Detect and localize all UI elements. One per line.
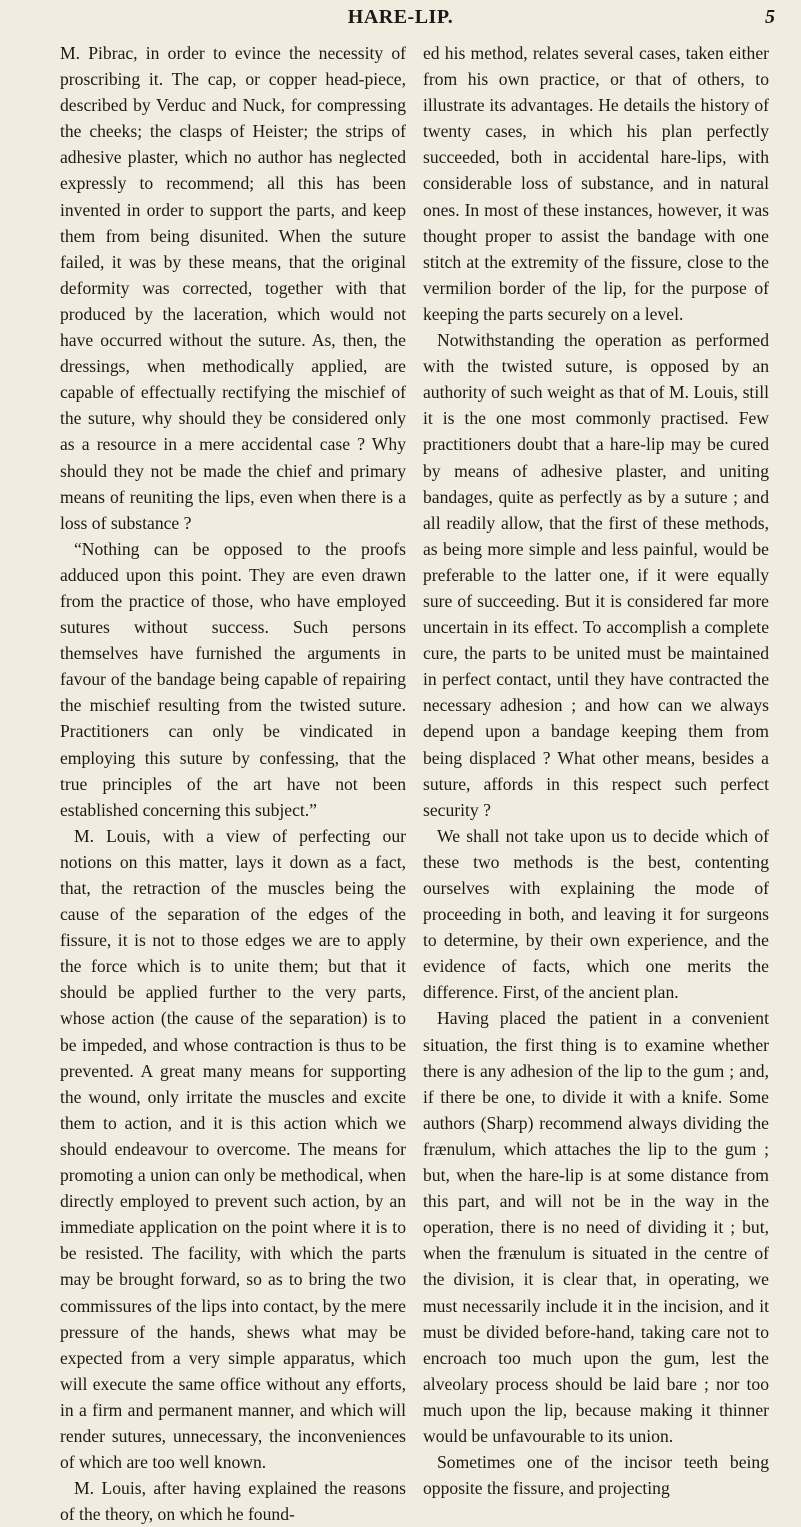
paragraph: M. Louis, after having explained the reasons of the theory, on which he found- (60, 1478, 406, 1525)
paragraph: “Nothing can be opposed to the proofs adduced upon this point. They are even drawn from the practice of those, who have employed sutures without success. Such persons themselves have furnished the arguments in favour of the bandage being capable of repairing the mischief resulting from the twisted suture. Practitioners can only be vindicated in employing this suture by confessing, that the true principles of the art have not been established concerning this subject.” (60, 538, 406, 820)
paragraph: Having placed the patient in a convenient situation, the first thing is to examine whether there is any adhesion of the lip to the gum ; and, if there be one, to divide it with a knife. Some authors (Sharp) recommend always dividing the frænulum, which attaches the lip to the gum ; but, when the hare-lip is at some distance from this part, and will not be in the way in the operation, there is no need of dividing it ; but, when the frænulum is situated in the centre of the division, it is clear that, in operating, we must necessarily include it in the incision, and it must be divided before-hand, taking care not to encroach too much upon the gum, lest the alveolary process should be laid bare ; nor too much upon the lip, because making it thinner would be unfavourable to its union. (423, 1008, 769, 1446)
paragraph: M. Louis, with a view of perfecting our notions on this matter, lays it down as a fact, that, the retraction of the muscles being the cause of the separation of the edges of the fissure, it is not to those edges we are to apply the force which is to unite them; but that it should be applied further to the very parts, whose action (the cause of the separation) is to be impeded, and whose contraction is thus to be prevented. A great many means for supporting the wound, only irritate the muscles and excite them to action, and it is this action which we should endeavour to overcome. The means for promoting a union can only be methodical, when directly employed to prevent such action, by an immediate application on the point where it is to be resisted. The facility, with which the parts may be brought forward, so as to bring the two commissures of the lips into contact, by the mere pressure of the hands, shews what may be expected from a very simple apparatus, which will execute the same office without any efforts, in a firm and permanent manner, and which will render sutures, unnecessary, the inconveniences of which are too well known. (60, 825, 406, 1473)
paragraph: ed his method, relates several cases, taken either from his own practice, or that of others, to illustrate its advantages. He details the history of twenty cases, in which his plan perfectly succeeded, both in accidental hare-lips, with considerable loss of substance, and in natural ones. In most of these instances, however, it was thought proper to assist the bandage with one stitch at the extremity of the fissure, close to the vermilion border of the lip, for the purpose of keeping the parts securely on a level. (423, 43, 769, 324)
paragraph: M. Pibrac, in order to evince the necessity of proscribing it. The cap, or copper head-piece, described by Verduc and Nuck, for compressing the cheeks; the clasps of Heister; the strips of adhesive plaster, which no author has neglected expressly to recommend; all this has been invented in order to support the parts, and keep them from being disunited. When the suture failed, it was by these means, that the original deformity was corrected, together with that produced by the laceration, which would not have occurred without the suture. As, then, the dressings, when methodically applied, are capable of effectually rectifying the mischief of the suture, why should they be considered only as a resource in a mere accidental case ? Why should they not be made the chief and primary means of reuniting the lips, even when there is a loss of substance ? (60, 43, 406, 533)
paragraph: We shall not take upon us to decide which of these two methods is the best, contenting ourselves with explaining the mode of proceeding in both, and leaving it for surgeons to determine, by their own experience, and the evidence of facts, which one merits the difference. First, of the ancient plan. (423, 825, 769, 1003)
left-column (60, 40, 406, 1527)
right-column (423, 40, 769, 1501)
paragraph: Sometimes one of the incisor teeth being opposite the fissure, and projecting (423, 1452, 769, 1499)
running-head (0, 6, 801, 36)
paragraph: Notwithstanding the operation as performed with the twisted suture, is opposed by an authority of such weight as that of M. Louis, still it is the one most commonly practised. Few practitioners doubt that a hare-lip may be cured by means of adhesive plaster, and uniting bandages, quite as perfectly as by a suture ; and all readily allow, that the first of these methods, as being more simple and less painful, would be preferable to the latter one, if it were equally sure of succeeding. But it is considered far more uncertain in its effect. To accomplish a complete cure, the parts to be united must be maintained in perfect contact, until they have contracted the necessary adhesion ; and how can we always depend upon a bandage keeping them from being displaced ? What other means, besides a suture, affords in this respect such perfect security ? (423, 330, 769, 820)
page-number: 5 (765, 6, 775, 28)
running-title: HARE-LIP. (347, 6, 454, 28)
